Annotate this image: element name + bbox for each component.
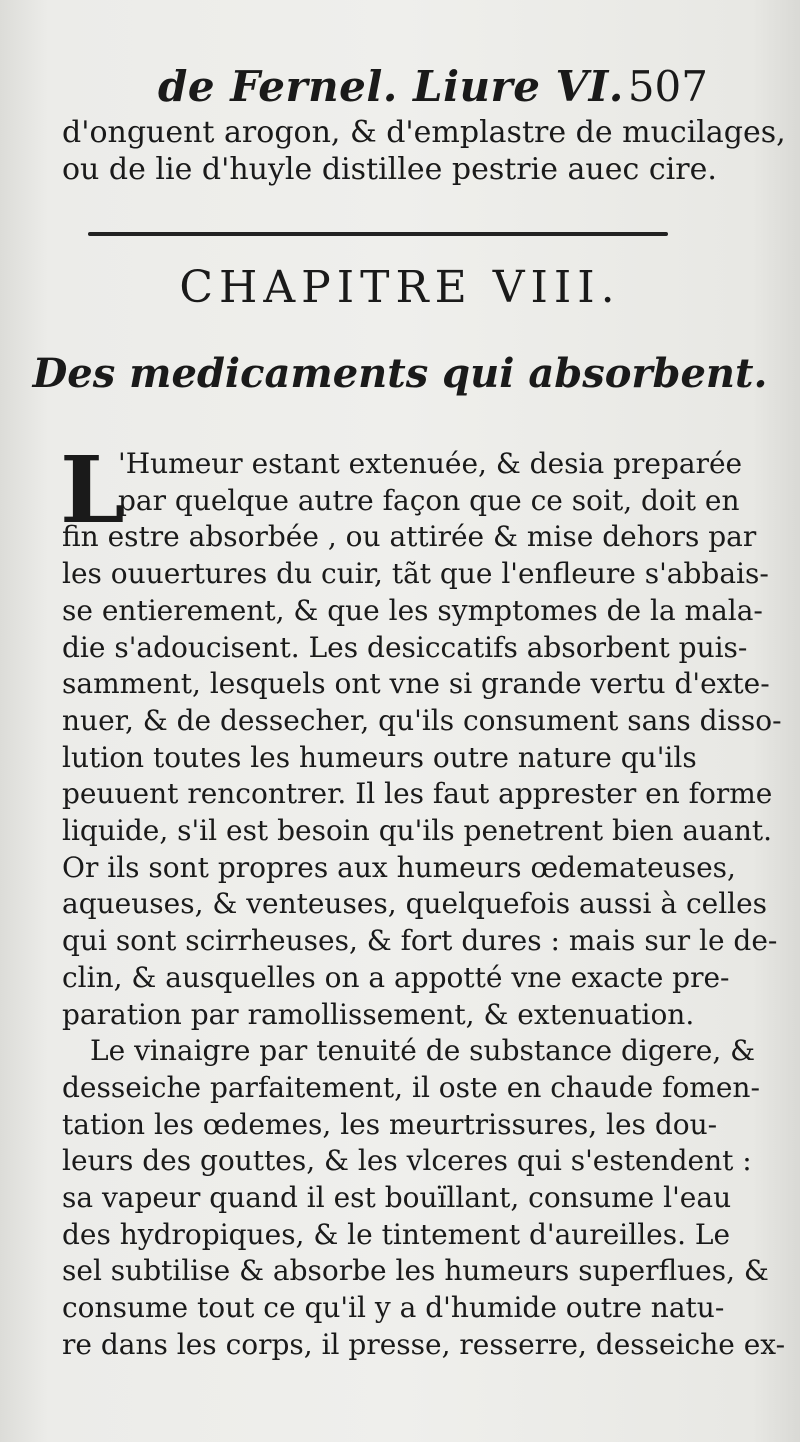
- text-line: 'Humeur estant extenuée, & desia preparée: [118, 447, 743, 480]
- page-header: [150, 62, 710, 122]
- text-line: paration par ramollissement, & extenuation.: [62, 997, 695, 1031]
- text-line: les ouuertures du cuir, tãt que l'enfleure s'abbais-: [62, 557, 769, 591]
- text-line: desseiche parfaitement, il oste en chaude fomen-: [62, 1070, 760, 1104]
- text-line: die s'adoucisent. Les desiccatifs absorbent puis-: [62, 630, 748, 664]
- text-line: consume tout ce qu'il y a d'humide outre natu-: [62, 1291, 725, 1325]
- text-line: lution toutes les humeurs outre nature qu'ils: [62, 740, 697, 774]
- text-line: ou de lie d'huyle distillee pestrie auec cire.: [62, 152, 717, 187]
- text-line: se entierement, & que les symptomes de la mala-: [62, 593, 763, 627]
- running-title: de Fernel. Liure VI.: [158, 62, 624, 111]
- text-line: clin, & ausquelles on a appotté vne exacte pre-: [62, 960, 730, 994]
- text-line: leurs des gouttes, & les vlceres qui s'estendent :: [62, 1144, 752, 1178]
- body-text: [62, 519, 786, 1363]
- opening-lines: [118, 446, 743, 519]
- text-line: re dans les corps, il presse, resserre, desseiche ex-: [62, 1327, 786, 1361]
- section-divider: [88, 232, 668, 236]
- text-line: samment, lesquels ont vne si grande vertu d'exte-: [62, 667, 770, 701]
- carry-over-text: [62, 114, 786, 188]
- text-line: nuer, & de dessecher, qu'ils consument sans disso-: [62, 703, 782, 737]
- chapter-title: CHAPITRE VIII.: [179, 262, 621, 313]
- text-line: sel subtilise & absorbe les humeurs superflues, &: [62, 1254, 769, 1288]
- text-line: qui sont scirrheuses, & fort dures : mais sur le de-: [62, 924, 778, 958]
- text-line: sa vapeur quand il est bouïllant, consume l'eau: [62, 1181, 732, 1215]
- text-line: d'onguent arogon, & d'emplastre de mucilages,: [62, 115, 786, 150]
- text-line: Or ils sont propres aux humeurs œdemateuses,: [62, 850, 736, 884]
- text-line: liquide, s'il est besoin qu'ils penetrent bien auant.: [62, 814, 773, 848]
- text-line: des hydropiques, & le tintement d'aureilles. Le: [62, 1217, 731, 1251]
- text-line: tation les œdemes, les meurtrissures, les dou-: [62, 1107, 718, 1141]
- text-line: par quelque autre façon que ce soit, doit en: [118, 483, 740, 517]
- text-line: aqueuses, & venteuses, quelquefois aussi à celles: [62, 887, 768, 921]
- page-number: 507: [627, 62, 708, 111]
- chapter-subtitle: Des medicaments qui absorbent.: [32, 350, 768, 397]
- text-line: peuuent rencontrer. Il les faut apprester en forme: [62, 777, 773, 811]
- text-line: Le vinaigre par tenuité de substance digere, &: [90, 1034, 756, 1068]
- text-line: fin estre absorbée , ou attirée & mise dehors par: [62, 520, 757, 554]
- drop-cap: L: [60, 436, 125, 544]
